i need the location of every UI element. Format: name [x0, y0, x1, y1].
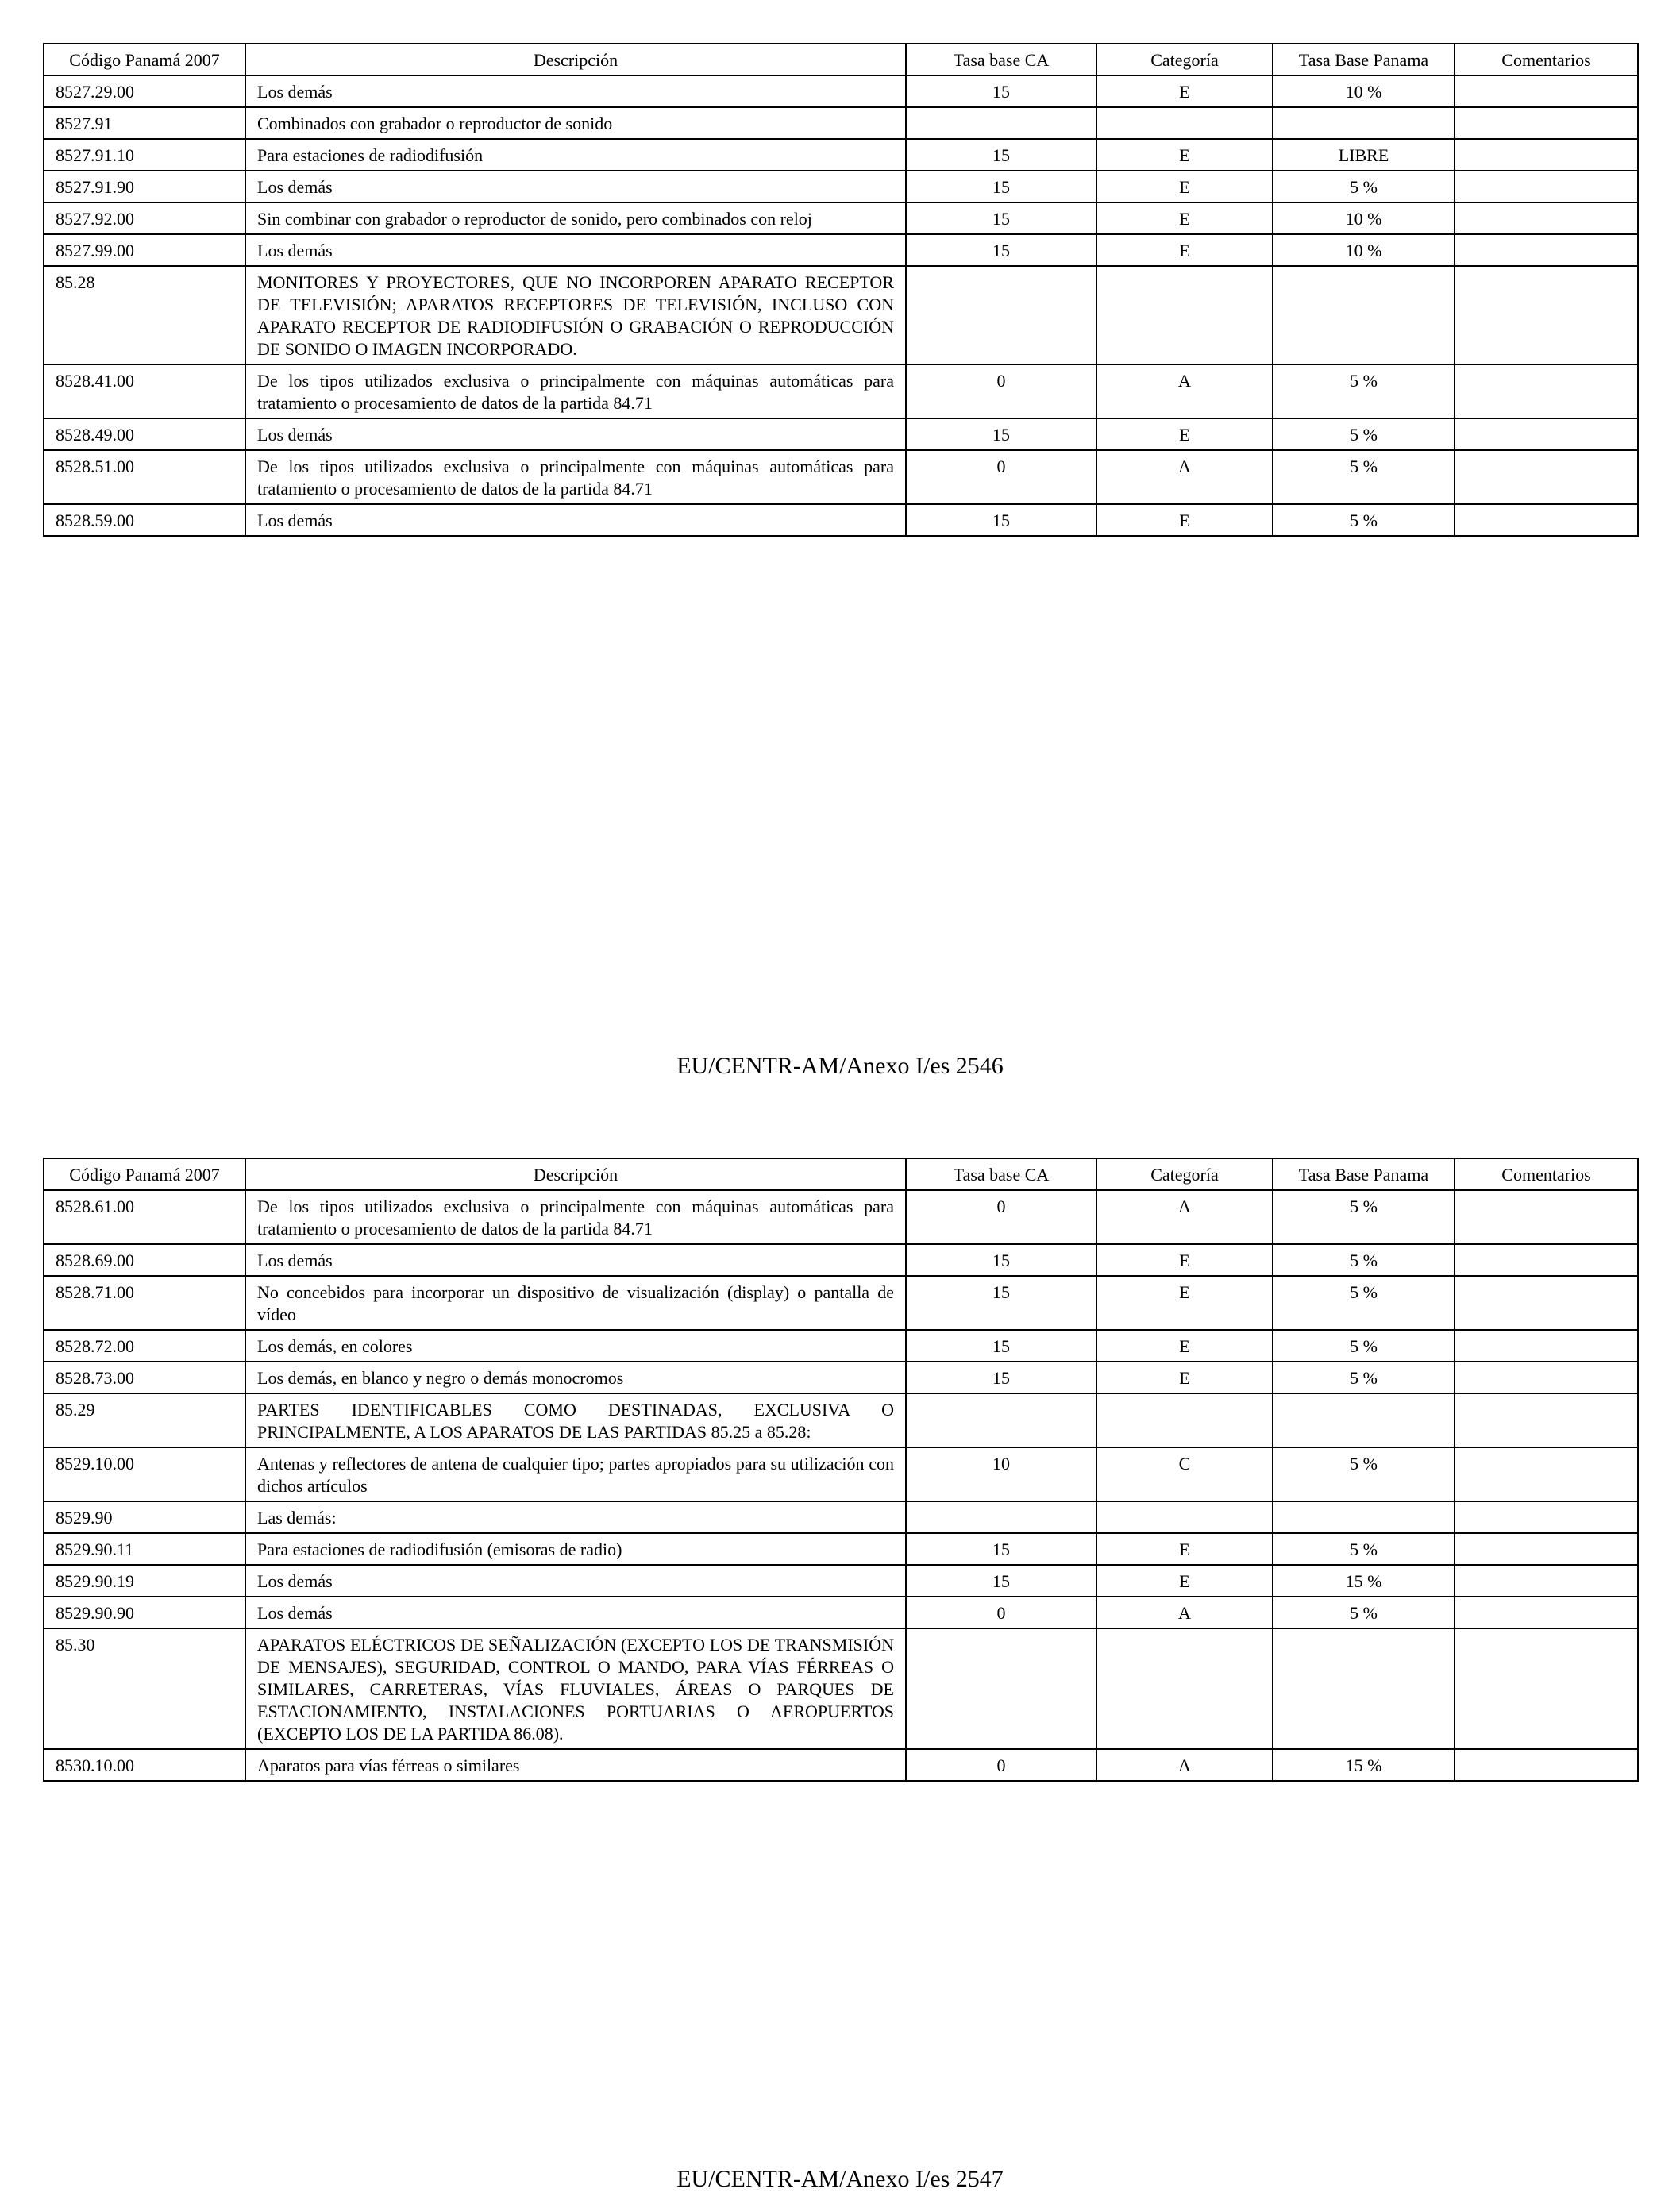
cell-tasa-base-ca: 15 — [906, 504, 1096, 536]
cell-tasa-base-ca: 0 — [906, 1190, 1096, 1244]
cell-tasa-base-panama: 5 % — [1273, 504, 1455, 536]
cell-tasa-base-ca: 15 — [906, 1565, 1096, 1597]
cell-codigo: 8528.73.00 — [44, 1362, 245, 1393]
header-tasa-base-panama: Tasa Base Panama — [1273, 44, 1455, 75]
header-tasa-base-ca: Tasa base CA — [906, 1158, 1096, 1190]
cell-descripcion: Los demás — [245, 171, 906, 202]
cell-comentarios — [1455, 107, 1638, 139]
cell-comentarios — [1455, 364, 1638, 418]
cell-comentarios — [1455, 1276, 1638, 1330]
cell-comentarios — [1455, 1597, 1638, 1628]
cell-comentarios — [1455, 1565, 1638, 1597]
table-row — [44, 1190, 1638, 1244]
cell-tasa-base-ca: 15 — [906, 1362, 1096, 1393]
cell-descripcion: Sin combinar con grabador o reproductor de sonido, pero combinados con reloj — [245, 202, 906, 234]
cell-descripcion: Los demás — [245, 1597, 906, 1628]
header-categoria: Categoría — [1096, 44, 1273, 75]
cell-tasa-base-panama — [1273, 1501, 1455, 1533]
cell-categoria — [1096, 1393, 1273, 1447]
header-comentarios: Comentarios — [1455, 1158, 1638, 1190]
cell-categoria: E — [1096, 1330, 1273, 1362]
cell-codigo: 8528.59.00 — [44, 504, 245, 536]
cell-tasa-base-ca — [906, 107, 1096, 139]
cell-comentarios — [1455, 1628, 1638, 1749]
table-row — [44, 266, 1638, 364]
table-row — [44, 139, 1638, 171]
cell-categoria: E — [1096, 1362, 1273, 1393]
cell-tasa-base-panama: 15 % — [1273, 1749, 1455, 1781]
cell-descripcion: Combinados con grabador o reproductor de sonido — [245, 107, 906, 139]
page-footer: EU/CENTR-AM/Anexo I/es 2547 — [676, 2166, 1004, 2192]
cell-codigo: 8527.99.00 — [44, 234, 245, 266]
cell-categoria: E — [1096, 504, 1273, 536]
cell-tasa-base-ca — [906, 1628, 1096, 1749]
cell-tasa-base-ca: 15 — [906, 1330, 1096, 1362]
table-row — [44, 1749, 1638, 1781]
cell-descripcion: Para estaciones de radiodifusión (emisoras de radio) — [245, 1533, 906, 1565]
cell-comentarios — [1455, 75, 1638, 107]
cell-codigo: 8528.61.00 — [44, 1190, 245, 1244]
cell-descripcion: No concebidos para incorporar un dispositivo de visualización (display) o pantalla de vídeo — [245, 1276, 906, 1330]
cell-comentarios — [1455, 1330, 1638, 1362]
table-row — [44, 171, 1638, 202]
header-tasa-base-ca: Tasa base CA — [906, 44, 1096, 75]
cell-tasa-base-panama — [1273, 1393, 1455, 1447]
cell-categoria: E — [1096, 1533, 1273, 1565]
cell-descripcion: De los tipos utilizados exclusiva o principalmente con máquinas automáticas para tratamiento o procesamiento de datos de la partida 84.71 — [245, 364, 906, 418]
cell-descripcion: De los tipos utilizados exclusiva o principalmente con máquinas automáticas para tratamiento o procesamiento de datos de la partida 84.71 — [245, 1190, 906, 1244]
table-row — [44, 1330, 1638, 1362]
cell-categoria: E — [1096, 1244, 1273, 1276]
cell-codigo: 8527.29.00 — [44, 75, 245, 107]
cell-categoria: A — [1096, 1597, 1273, 1628]
table-row — [44, 234, 1638, 266]
table-row — [44, 1362, 1638, 1393]
cell-comentarios — [1455, 1533, 1638, 1565]
cell-tasa-base-panama: 15 % — [1273, 1565, 1455, 1597]
cell-categoria: A — [1096, 450, 1273, 504]
cell-codigo: 8527.91 — [44, 107, 245, 139]
cell-categoria — [1096, 1628, 1273, 1749]
cell-categoria: A — [1096, 364, 1273, 418]
cell-categoria — [1096, 107, 1273, 139]
cell-tasa-base-panama: 5 % — [1273, 450, 1455, 504]
cell-tasa-base-ca: 10 — [906, 1447, 1096, 1501]
cell-descripcion: Los demás — [245, 75, 906, 107]
cell-descripcion: APARATOS ELÉCTRICOS DE SEÑALIZACIÓN (EXCEPTO LOS DE TRANSMISIÓN DE MENSAJES), SEGURIDAD, CONTROL O MANDO, PARA VÍAS FÉRREAS O SIMILARES, CARRETERAS, VÍAS FLUVIALES, ÁREAS O PARQUES DE ESTACIONAMIENTO, INSTALACIONES PORTUARIAS O AEROPUERTOS (EXCEPTO LOS DE LA PARTIDA 86.08). — [245, 1628, 906, 1749]
cell-categoria: E — [1096, 1565, 1273, 1597]
cell-comentarios — [1455, 171, 1638, 202]
cell-tasa-base-ca — [906, 266, 1096, 364]
header-codigo: Código Panamá 2007 — [44, 1158, 245, 1190]
cell-categoria: C — [1096, 1447, 1273, 1501]
table-row — [44, 1597, 1638, 1628]
cell-tasa-base-panama — [1273, 107, 1455, 139]
cell-tasa-base-panama: 5 % — [1273, 1276, 1455, 1330]
cell-tasa-base-panama: 5 % — [1273, 1244, 1455, 1276]
cell-tasa-base-panama: 5 % — [1273, 418, 1455, 450]
cell-codigo: 8529.90.11 — [44, 1533, 245, 1565]
cell-comentarios — [1455, 1393, 1638, 1447]
cell-codigo: 8528.51.00 — [44, 450, 245, 504]
cell-tasa-base-ca: 0 — [906, 364, 1096, 418]
cell-tasa-base-ca: 15 — [906, 171, 1096, 202]
cell-codigo: 85.29 — [44, 1393, 245, 1447]
cell-tasa-base-panama: 10 % — [1273, 202, 1455, 234]
table-header-row — [44, 44, 1638, 75]
cell-tasa-base-panama: 5 % — [1273, 364, 1455, 418]
table-row — [44, 202, 1638, 234]
cell-comentarios — [1455, 202, 1638, 234]
cell-tasa-base-ca: 0 — [906, 1749, 1096, 1781]
table-row — [44, 1244, 1638, 1276]
cell-tasa-base-ca: 15 — [906, 1244, 1096, 1276]
cell-descripcion: Para estaciones de radiodifusión — [245, 139, 906, 171]
cell-descripcion: Los demás — [245, 1244, 906, 1276]
table-row — [44, 504, 1638, 536]
cell-tasa-base-panama: 5 % — [1273, 1330, 1455, 1362]
cell-categoria: E — [1096, 75, 1273, 107]
tariff-table-page-2546 — [43, 43, 1639, 537]
cell-tasa-base-panama: 5 % — [1273, 1447, 1455, 1501]
table-row — [44, 1565, 1638, 1597]
cell-comentarios — [1455, 1190, 1638, 1244]
table-row — [44, 1447, 1638, 1501]
cell-categoria — [1096, 1501, 1273, 1533]
cell-codigo: 8528.69.00 — [44, 1244, 245, 1276]
cell-descripcion: Los demás — [245, 418, 906, 450]
cell-codigo: 8529.90 — [44, 1501, 245, 1533]
cell-comentarios — [1455, 1447, 1638, 1501]
cell-tasa-base-ca: 15 — [906, 1533, 1096, 1565]
table-row — [44, 1393, 1638, 1447]
cell-categoria: A — [1096, 1749, 1273, 1781]
cell-tasa-base-panama: LIBRE — [1273, 139, 1455, 171]
cell-descripcion: MONITORES Y PROYECTORES, QUE NO INCORPOREN APARATO RECEPTOR DE TELEVISIÓN; APARATOS RECEPTORES DE TELEVISIÓN, INCLUSO CON APARATO RECEPTOR DE RADIODIFUSIÓN O GRABACIÓN O REPRODUCCIÓN DE SONIDO O IMAGEN INCORPORADO. — [245, 266, 906, 364]
cell-tasa-base-panama — [1273, 1628, 1455, 1749]
cell-comentarios — [1455, 234, 1638, 266]
page-footer: EU/CENTR-AM/Anexo I/es 2546 — [676, 1053, 1004, 1079]
table-row — [44, 75, 1638, 107]
cell-categoria: E — [1096, 234, 1273, 266]
cell-codigo: 8528.49.00 — [44, 418, 245, 450]
cell-descripcion: Aparatos para vías férreas o similares — [245, 1749, 906, 1781]
cell-descripcion: Las demás: — [245, 1501, 906, 1533]
cell-descripcion: Antenas y reflectores de antena de cualquier tipo; partes apropiados para su utilización con dichos artículos — [245, 1447, 906, 1501]
cell-comentarios — [1455, 266, 1638, 364]
cell-comentarios — [1455, 418, 1638, 450]
cell-codigo: 8529.90.19 — [44, 1565, 245, 1597]
cell-tasa-base-panama: 5 % — [1273, 1533, 1455, 1565]
header-tasa-base-panama: Tasa Base Panama — [1273, 1158, 1455, 1190]
cell-categoria: E — [1096, 171, 1273, 202]
cell-comentarios — [1455, 1244, 1638, 1276]
cell-codigo: 8527.91.10 — [44, 139, 245, 171]
cell-tasa-base-panama: 5 % — [1273, 171, 1455, 202]
cell-codigo: 8530.10.00 — [44, 1749, 245, 1781]
cell-tasa-base-ca: 15 — [906, 234, 1096, 266]
cell-codigo: 8528.72.00 — [44, 1330, 245, 1362]
cell-categoria — [1096, 266, 1273, 364]
cell-tasa-base-ca — [906, 1501, 1096, 1533]
header-categoria: Categoría — [1096, 1158, 1273, 1190]
cell-tasa-base-panama — [1273, 266, 1455, 364]
cell-codigo: 8527.91.90 — [44, 171, 245, 202]
cell-tasa-base-ca: 15 — [906, 202, 1096, 234]
cell-comentarios — [1455, 504, 1638, 536]
cell-categoria: E — [1096, 418, 1273, 450]
cell-descripcion: Los demás — [245, 1565, 906, 1597]
cell-tasa-base-panama: 5 % — [1273, 1597, 1455, 1628]
table-row — [44, 364, 1638, 418]
header-descripcion: Descripción — [245, 1158, 906, 1190]
cell-categoria: E — [1096, 139, 1273, 171]
table-row — [44, 1628, 1638, 1749]
cell-tasa-base-ca: 0 — [906, 1597, 1096, 1628]
cell-codigo: 85.28 — [44, 266, 245, 364]
cell-comentarios — [1455, 1362, 1638, 1393]
cell-descripcion: Los demás, en colores — [245, 1330, 906, 1362]
header-codigo: Código Panamá 2007 — [44, 44, 245, 75]
cell-codigo: 8527.92.00 — [44, 202, 245, 234]
cell-codigo: 8528.71.00 — [44, 1276, 245, 1330]
cell-descripcion: Los demás, en blanco y negro o demás monocromos — [245, 1362, 906, 1393]
cell-comentarios — [1455, 1749, 1638, 1781]
cell-categoria: A — [1096, 1190, 1273, 1244]
cell-codigo: 8528.41.00 — [44, 364, 245, 418]
cell-tasa-base-panama: 10 % — [1273, 75, 1455, 107]
table-row — [44, 1533, 1638, 1565]
cell-tasa-base-ca: 0 — [906, 450, 1096, 504]
cell-codigo: 8529.10.00 — [44, 1447, 245, 1501]
cell-tasa-base-ca: 15 — [906, 418, 1096, 450]
tariff-table-page-2547 — [43, 1158, 1639, 1782]
cell-descripcion: PARTES IDENTIFICABLES COMO DESTINADAS, EXCLUSIVA O PRINCIPALMENTE, A LOS APARATOS DE LAS PARTIDAS 85.25 a 85.28: — [245, 1393, 906, 1447]
cell-comentarios — [1455, 450, 1638, 504]
table-header-row — [44, 1158, 1638, 1190]
cell-descripcion: De los tipos utilizados exclusiva o principalmente con máquinas automáticas para tratamiento o procesamiento de datos de la partida 84.71 — [245, 450, 906, 504]
cell-categoria: E — [1096, 202, 1273, 234]
cell-comentarios — [1455, 1501, 1638, 1533]
cell-tasa-base-ca — [906, 1393, 1096, 1447]
table-row — [44, 1501, 1638, 1533]
cell-tasa-base-ca: 15 — [906, 139, 1096, 171]
cell-tasa-base-panama: 5 % — [1273, 1190, 1455, 1244]
cell-tasa-base-ca: 15 — [906, 75, 1096, 107]
cell-tasa-base-panama: 10 % — [1273, 234, 1455, 266]
cell-codigo: 8529.90.90 — [44, 1597, 245, 1628]
cell-tasa-base-ca: 15 — [906, 1276, 1096, 1330]
header-descripcion: Descripción — [245, 44, 906, 75]
table-row — [44, 418, 1638, 450]
cell-descripcion: Los demás — [245, 234, 906, 266]
table-row — [44, 1276, 1638, 1330]
cell-descripcion: Los demás — [245, 504, 906, 536]
cell-codigo: 85.30 — [44, 1628, 245, 1749]
table-row — [44, 450, 1638, 504]
header-comentarios: Comentarios — [1455, 44, 1638, 75]
cell-tasa-base-panama: 5 % — [1273, 1362, 1455, 1393]
table-row — [44, 107, 1638, 139]
cell-categoria: E — [1096, 1276, 1273, 1330]
cell-comentarios — [1455, 139, 1638, 171]
